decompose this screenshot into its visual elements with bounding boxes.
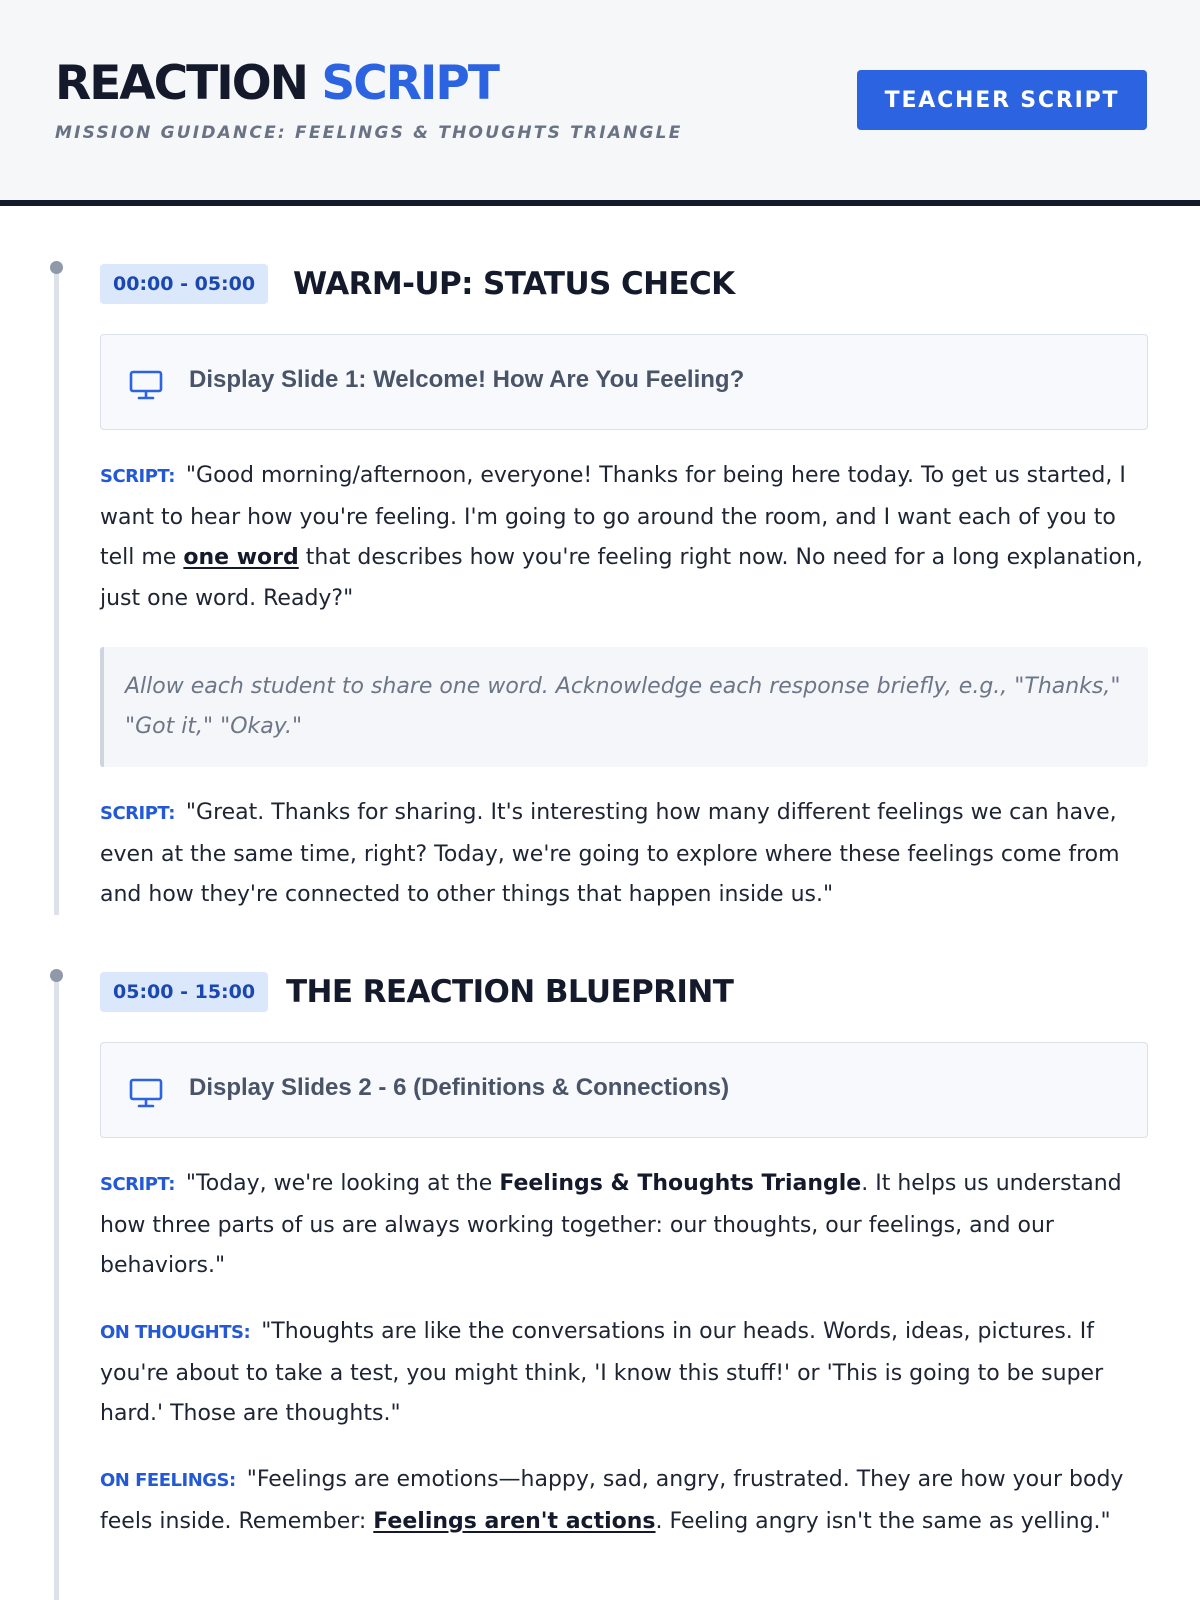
time-badge: 05:00 - 15:00 bbox=[100, 972, 268, 1012]
teacher-script-button[interactable]: TEACHER SCRIPT bbox=[857, 70, 1147, 130]
thoughts-label: ON THOUGHTS: bbox=[100, 1322, 251, 1343]
teacher-note bbox=[100, 647, 1148, 767]
monitor-icon bbox=[129, 1077, 163, 1109]
section-title: THE REACTION BLUEPRINT bbox=[286, 974, 734, 1010]
script-label: SCRIPT: bbox=[100, 1174, 175, 1195]
section-warm-up bbox=[100, 264, 1148, 914]
page-subtitle: MISSION GUIDANCE: FEELINGS & THOUGHTS TRIANGLE bbox=[55, 123, 683, 143]
page-header bbox=[0, 0, 1200, 206]
time-badge: 00:00 - 05:00 bbox=[100, 264, 268, 304]
teacher-note-text: Allow each student to share one word. Acknowledge each response briefly, e.g., "Thanks," "Got it," "Okay." bbox=[125, 674, 1121, 739]
page-title bbox=[55, 56, 498, 112]
slide-callout bbox=[100, 334, 1148, 430]
script-text: "Great. Thanks for sharing. It's interesting how many different feelings we can have, even at the same time, right? Today, we're going to explore where these feelings come from and how they're connected to other things that happen inside us." bbox=[100, 800, 1120, 907]
feelings-text-end: . Feeling angry isn't the same as yelling." bbox=[655, 1508, 1111, 1534]
script-paragraph bbox=[100, 1164, 1148, 1287]
feelings-emphasis: Feelings aren't actions bbox=[373, 1508, 656, 1534]
title-part-2: SCRIPT bbox=[321, 56, 498, 111]
thoughts-text: "Thoughts are like the conversations in our heads. Words, ideas, pictures. If you're about to take a test, you might think, 'I know this stuff!' or 'This is going to be super hard.' Those are thoughts." bbox=[100, 1319, 1104, 1426]
timeline-line-2 bbox=[54, 974, 59, 1600]
feelings-paragraph bbox=[100, 1460, 1148, 1542]
slide-callout bbox=[100, 1042, 1148, 1138]
section-reaction-blueprint bbox=[100, 972, 1148, 1600]
script-paragraph bbox=[100, 793, 1148, 916]
script-label: SCRIPT: bbox=[100, 803, 175, 824]
timeline-line-1 bbox=[54, 266, 59, 915]
script-text-end: that describes how you're feeling right now. No need for a long explanation, just one word. Ready?" bbox=[100, 545, 1143, 611]
section-title: WARM-UP: STATUS CHECK bbox=[293, 266, 735, 302]
timeline-dot-2 bbox=[50, 969, 63, 982]
monitor-icon bbox=[129, 369, 163, 401]
script-paragraph bbox=[100, 456, 1148, 619]
slide-instruction: Display Slide 1: Welcome! How Are You Feeling? bbox=[189, 366, 745, 393]
timeline-dot-1 bbox=[50, 261, 63, 274]
script-text-end: . It helps us understand how three parts of us are always working together: our thoughts, our feelings, and our behaviors." bbox=[100, 1171, 1122, 1278]
title-part-1: REACTION bbox=[55, 56, 308, 111]
script-emphasis: Feelings & Thoughts Triangle bbox=[499, 1171, 862, 1196]
thoughts-paragraph bbox=[100, 1312, 1148, 1435]
section-header bbox=[100, 264, 1148, 306]
slide-instruction: Display Slides 2 - 6 (Definitions & Connections) bbox=[189, 1074, 730, 1101]
feelings-text: "Feelings are emotions—happy, sad, angry, frustrated. They are how your body feels inside. Remember: bbox=[100, 1467, 1124, 1534]
script-label: SCRIPT: bbox=[100, 466, 175, 487]
section-header bbox=[100, 972, 1148, 1014]
script-text: "Good morning/afternoon, everyone! Thanks for being here today. To get us started, I want to hear how you're feeling. I'm going to go around the room, and I want each of you to tell me bbox=[100, 463, 1126, 570]
script-text: "Today, we're looking at the bbox=[185, 1171, 500, 1196]
feelings-label: ON FEELINGS: bbox=[100, 1470, 236, 1491]
script-emphasis: one word bbox=[183, 545, 299, 570]
